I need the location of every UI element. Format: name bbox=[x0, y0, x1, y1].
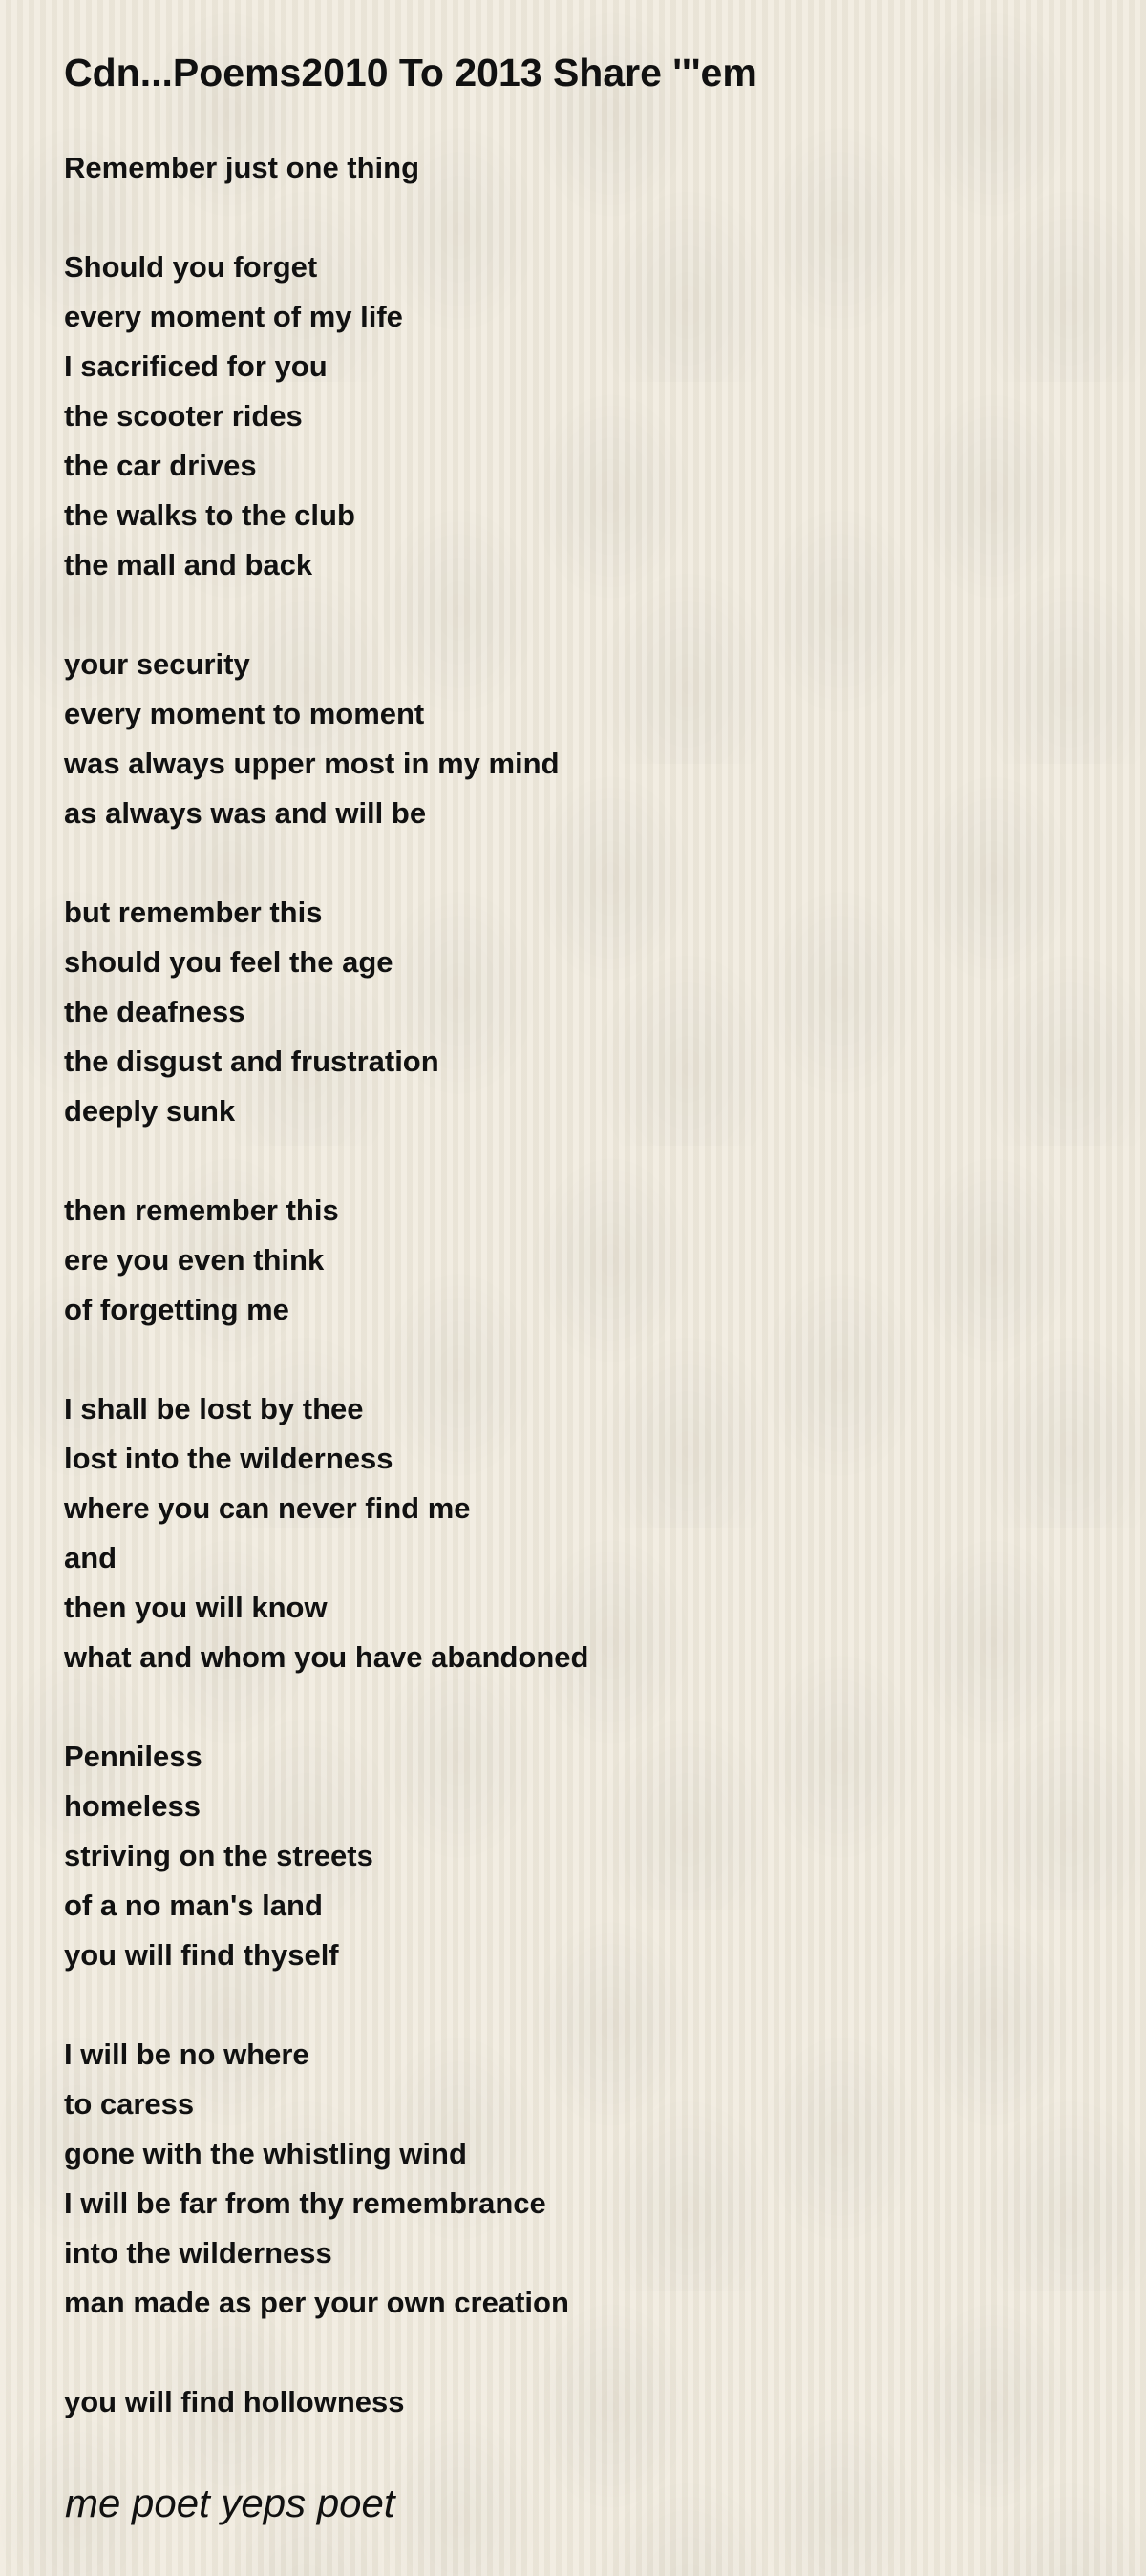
poem-line: you will find hollowness bbox=[64, 2385, 405, 2418]
poem-line: striving on the streets bbox=[64, 1839, 373, 1872]
poem-line: as always was and will be bbox=[64, 796, 427, 830]
poem-line: then remember this bbox=[64, 1193, 339, 1227]
poem-line: to caress bbox=[64, 2087, 195, 2121]
poem-line: your security bbox=[64, 647, 250, 681]
poem-line: Remember just one thing bbox=[64, 151, 420, 184]
poem-line: gone with the whistling wind bbox=[64, 2137, 467, 2170]
poem-line: but remember this bbox=[64, 896, 323, 929]
poem-line: then you will know bbox=[64, 1591, 328, 1624]
poem-line: of forgetting me bbox=[64, 1293, 289, 1326]
poem-line: I will be no where bbox=[64, 2038, 309, 2071]
poem-line: deeply sunk bbox=[64, 1094, 236, 1128]
poem-title: Cdn...Poems2010 To 2013 Share '''em bbox=[64, 51, 757, 95]
poem-line: the scooter rides bbox=[64, 399, 303, 433]
poem-line: lost into the wilderness bbox=[64, 1442, 393, 1475]
poem-line: the mall and back bbox=[64, 548, 313, 581]
poem-line: of a no man's land bbox=[64, 1889, 323, 1922]
poem-line: I will be far from thy remembrance bbox=[64, 2186, 546, 2220]
stanza-break bbox=[64, 590, 588, 640]
poem-line: the walks to the club bbox=[64, 498, 355, 532]
poem-line: the disgust and frustration bbox=[64, 1045, 439, 1078]
poem-line: the deafness bbox=[64, 995, 245, 1028]
stanza-break bbox=[64, 193, 588, 243]
poem-line: where you can never find me bbox=[64, 1491, 471, 1525]
poem-line: the car drives bbox=[64, 449, 257, 482]
stanza-break bbox=[64, 2328, 588, 2377]
stanza-break bbox=[64, 1335, 588, 1384]
poem-line: homeless bbox=[64, 1789, 202, 1823]
poem-line: every moment to moment bbox=[64, 697, 425, 730]
stanza-break bbox=[64, 838, 588, 888]
poem-line: Penniless bbox=[64, 1740, 202, 1773]
stanza-break bbox=[64, 1980, 588, 2030]
stanza-break bbox=[64, 1682, 588, 1732]
poem-line: I sacrificed for you bbox=[64, 349, 328, 383]
poem-line: man made as per your own creation bbox=[64, 2286, 569, 2319]
poem-author: me poet yeps poet bbox=[65, 2481, 395, 2525]
poem-line: Should you forget bbox=[64, 250, 318, 284]
poem-body bbox=[64, 143, 588, 2427]
poem-line: was always upper most in my mind bbox=[64, 747, 560, 780]
poem-line: what and whom you have abandoned bbox=[64, 1640, 589, 1674]
poem-line: every moment of my life bbox=[64, 300, 403, 333]
poem-line: you will find thyself bbox=[64, 1938, 339, 1972]
poem-line: into the wilderness bbox=[64, 2236, 332, 2270]
poem-line: I shall be lost by thee bbox=[64, 1392, 364, 1425]
poem-line: ere you even think bbox=[64, 1243, 325, 1277]
poem-line: should you feel the age bbox=[64, 945, 393, 979]
poem-line: and bbox=[64, 1541, 117, 1574]
stanza-break bbox=[64, 1136, 588, 1186]
